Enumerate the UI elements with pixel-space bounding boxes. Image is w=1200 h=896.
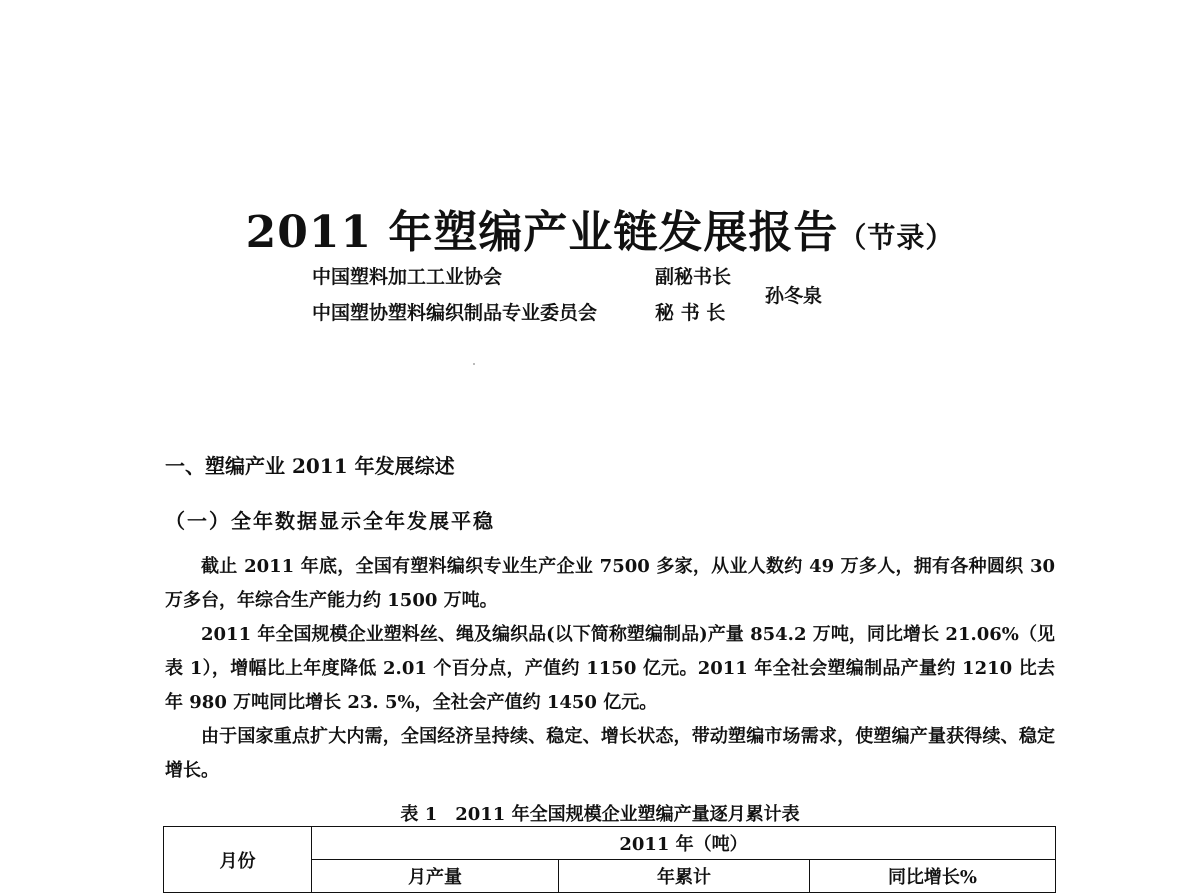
scan-speck [473, 363, 475, 365]
col-monthly-output: 月产量 [312, 860, 559, 893]
author-org-1: 中国塑料加工工业协会 [312, 266, 503, 288]
year-group-header: 2011 年（吨） [312, 827, 1056, 860]
paragraph-1: 截止 2011 年底，全国有塑料编织专业生产企业 7500 多家，从业人数约 49 万多人，拥有各种圆织 30 万多台，年综合生产能力约 1500 万吨。 [165, 556, 1055, 611]
section-heading: 一、塑编产业 2011 年发展综述 [165, 454, 455, 478]
author-name: 孙冬泉 [765, 285, 823, 307]
author-org-2: 中国塑协塑料编织制品专业委员会 [312, 302, 598, 324]
author-role-2: 秘 书 长 [655, 302, 726, 324]
paragraph-3: 由于国家重点扩大内需，全国经济呈持续、稳定、增长状态，带动塑编市场需求，使塑编产量获得续、稳定增长。 [165, 726, 1055, 781]
col-year-cumulative: 年累计 [559, 860, 810, 893]
production-table [163, 826, 1056, 893]
author-role-1: 副秘书长 [655, 266, 732, 288]
table-header-row [164, 827, 1056, 860]
paragraph-2: 2011 年全国规模企业塑料丝、绳及编织品(以下简称塑编制品)产量 854.2 万吨，同比增长 21.06%（见表 1），增幅比上年度降低 2.01 个百分点，产值约 1150 亿元。2011 年全社会塑编制品产量约 1210 比去年 980 万吨同比增长 23. 5%，全社会产值约 1450 亿元。 [165, 624, 1055, 713]
col-yoy-growth: 同比增长% [810, 860, 1056, 893]
report-title [0, 196, 1200, 260]
subsection-heading: （一）全年数据显示全年发展平稳 [165, 509, 495, 533]
report-title-main: 2011 年塑编产业链发展报告 [245, 207, 839, 258]
month-header: 月份 [164, 827, 312, 893]
report-title-sub: （节录） [838, 221, 955, 254]
table-caption: 表 1 2011 年全国规模企业塑编产量逐月累计表 [400, 804, 800, 825]
